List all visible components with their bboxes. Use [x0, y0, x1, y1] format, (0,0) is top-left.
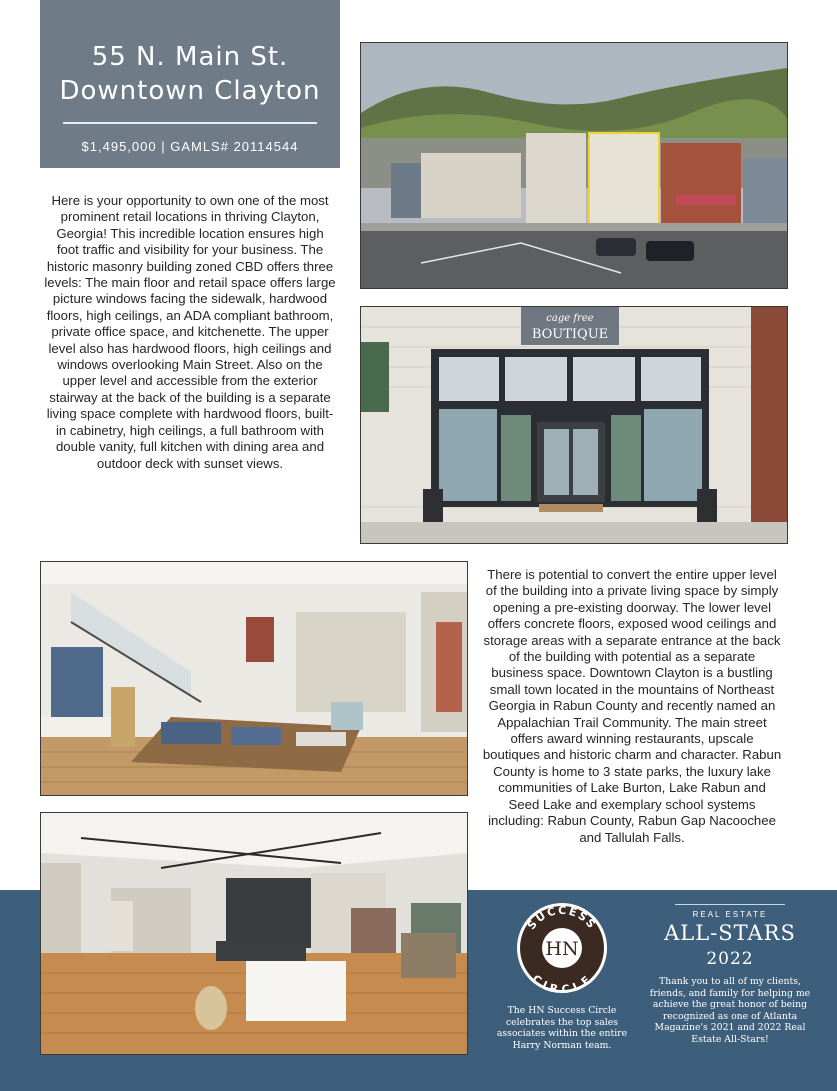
hn-caption: The HN Success Circle celebrates the top sales associates within the entire Harry Norman team.	[496, 1005, 628, 1051]
award-subtitle: REAL ESTATE	[692, 910, 768, 919]
intro-paragraph: Here is your opportunity to own one of the most prominent retail locations in thriving Clayton, Georgia! This incredible location ensures high foot traffic and visibility for your business. The historic masonry building zoned CBD offers three levels: The main floor and retail space offers large picture windows facing the sidewalk, hardwood floors, high ceilings, an ADA compliant bathroom, private office space, and kitchenette. The upper level also has hardwood floors, high ceilings and windows overlooking Main Street. Also on the upper level and accessible from the exterior stairway at the back of the building is a separate living space complete with hardwood floors, built-in cabinetry, high ceilings, a full bathroom with double vanity, full kitchen with dining area and outdoor deck with sunset views.	[44, 193, 336, 471]
details-paragraph: There is potential to convert the entire upper level of the building into a private living space by simply opening a pre-existing doorway. The lower level offers concrete floors, exposed wood ceilings and storage areas with a separate entrance at the back of the building with potential as a separate business space. Downtown Clayton is a bustling small town located in the mountains of Northeast Georgia in Rabun County and recently named an Appalachian Trail Community. The main street offers award winning restaurants, upscale boutiques and historic charm and character. Rabun County is home to 3 state parks, the luxury lake communities of Lake Burton, Lake Rabun and Seed Lake and exemplary school systems including: Rabun County, Rabun Gap Nacoochee and Tallulah Falls.	[482, 567, 782, 845]
award-rule	[675, 904, 785, 905]
award-year: 2022	[706, 949, 754, 969]
award-caption: Thank you to all of my clients, friends, and family for helping me achieve the great honor of being recognized as one of Atlanta Magazine's 2021 and 2022 Real Estate All-Stars!	[649, 976, 811, 1045]
hn-success-circle-badge	[516, 902, 608, 994]
store-sign-top: cage free	[546, 313, 594, 324]
all-stars-award	[640, 900, 820, 1045]
badge-monogram: HN	[545, 938, 579, 960]
badge-top-text: SUCCESS	[524, 903, 600, 933]
header-divider	[63, 122, 317, 124]
main-floor-photo	[40, 812, 468, 1055]
storefront-photo	[360, 306, 788, 544]
retail-interior-photo	[40, 561, 468, 796]
listing-address	[40, 40, 340, 108]
store-sign-bottom: BOUTIQUE	[531, 327, 609, 342]
header-banner	[40, 0, 340, 168]
address-line-1: 55 N. Main St.	[91, 42, 289, 72]
award-title: ALL-STARS	[664, 921, 796, 945]
address-line-2: Downtown Clayton	[59, 76, 321, 106]
aerial-photo	[360, 42, 788, 289]
price-and-mls: $1,495,000 | GAMLS# 20114544	[81, 139, 299, 154]
badge-bottom-text: CIRCLE	[529, 972, 595, 994]
